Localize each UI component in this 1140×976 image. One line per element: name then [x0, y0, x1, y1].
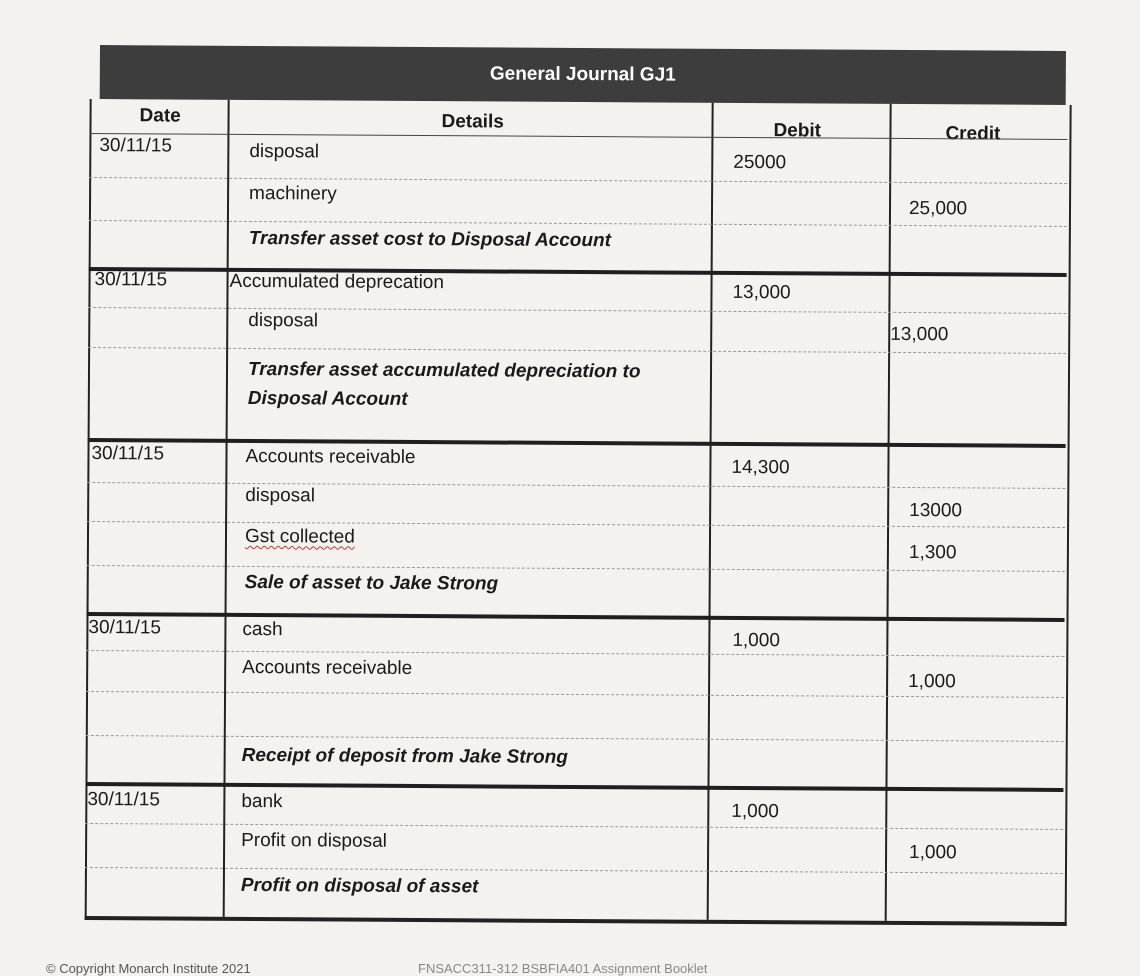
entry-account: cash	[242, 618, 283, 641]
debit-amount: 1,000	[732, 629, 780, 652]
credit-amount: 13000	[909, 500, 963, 522]
entry-account: bank	[241, 790, 283, 813]
entry-narration: Transfer asset cost to Disposal Account	[248, 227, 612, 252]
entry-account: disposal	[249, 140, 320, 163]
entry-date: 30/11/15	[99, 135, 173, 157]
header-debit: Debit	[773, 120, 822, 142]
entry-date: 30/11/15	[88, 617, 162, 639]
credit-amount: 25,000	[908, 198, 968, 220]
credit-amount: 1,000	[908, 671, 956, 693]
journal-title: General Journal GJ1	[100, 45, 1066, 105]
debit-amount: 14,300	[731, 456, 790, 479]
entry-account: Profit on disposal	[241, 829, 387, 852]
entry-account: disposal	[248, 309, 319, 332]
credit-amount: 13,000	[890, 323, 949, 346]
debit-amount: 13,000	[732, 281, 791, 304]
header-details: Details	[441, 111, 504, 133]
entry-narration: Sale of asset to Jake Strong	[244, 571, 499, 595]
entry-account: Accumulated deprecation	[229, 270, 445, 294]
general-journal	[85, 45, 1068, 926]
entry-date: 30/11/15	[91, 443, 165, 465]
entry-account: Gst collected	[244, 525, 355, 548]
entry-narration: Profit on disposal of asset	[240, 874, 479, 898]
entry-account: Accounts receivable	[242, 656, 413, 679]
entry-account: machinery	[249, 182, 337, 205]
course-footer: FNSACC311-312 BSBFIA401 Assignment Booklet	[418, 961, 708, 976]
credit-amount: 1,300	[908, 542, 957, 564]
debit-amount: 25000	[733, 151, 787, 174]
entry-account: disposal	[245, 484, 316, 507]
header-date: Date	[139, 105, 181, 127]
credit-amount: 1,000	[909, 842, 957, 864]
entry-narration: Transfer asset accumulated depreciation to Disposal Account	[247, 358, 641, 410]
debit-amount: 1,000	[731, 800, 779, 823]
entry-account: Accounts receivable	[245, 445, 416, 468]
header-credit: Credit	[945, 123, 1001, 145]
entry-date: 30/11/15	[94, 269, 168, 291]
entry-date: 30/11/15	[87, 788, 161, 811]
copyright-footer: © Copyright Monarch Institute 2021	[46, 961, 251, 976]
entry-narration: Receipt of deposit from Jake Strong	[241, 744, 568, 768]
